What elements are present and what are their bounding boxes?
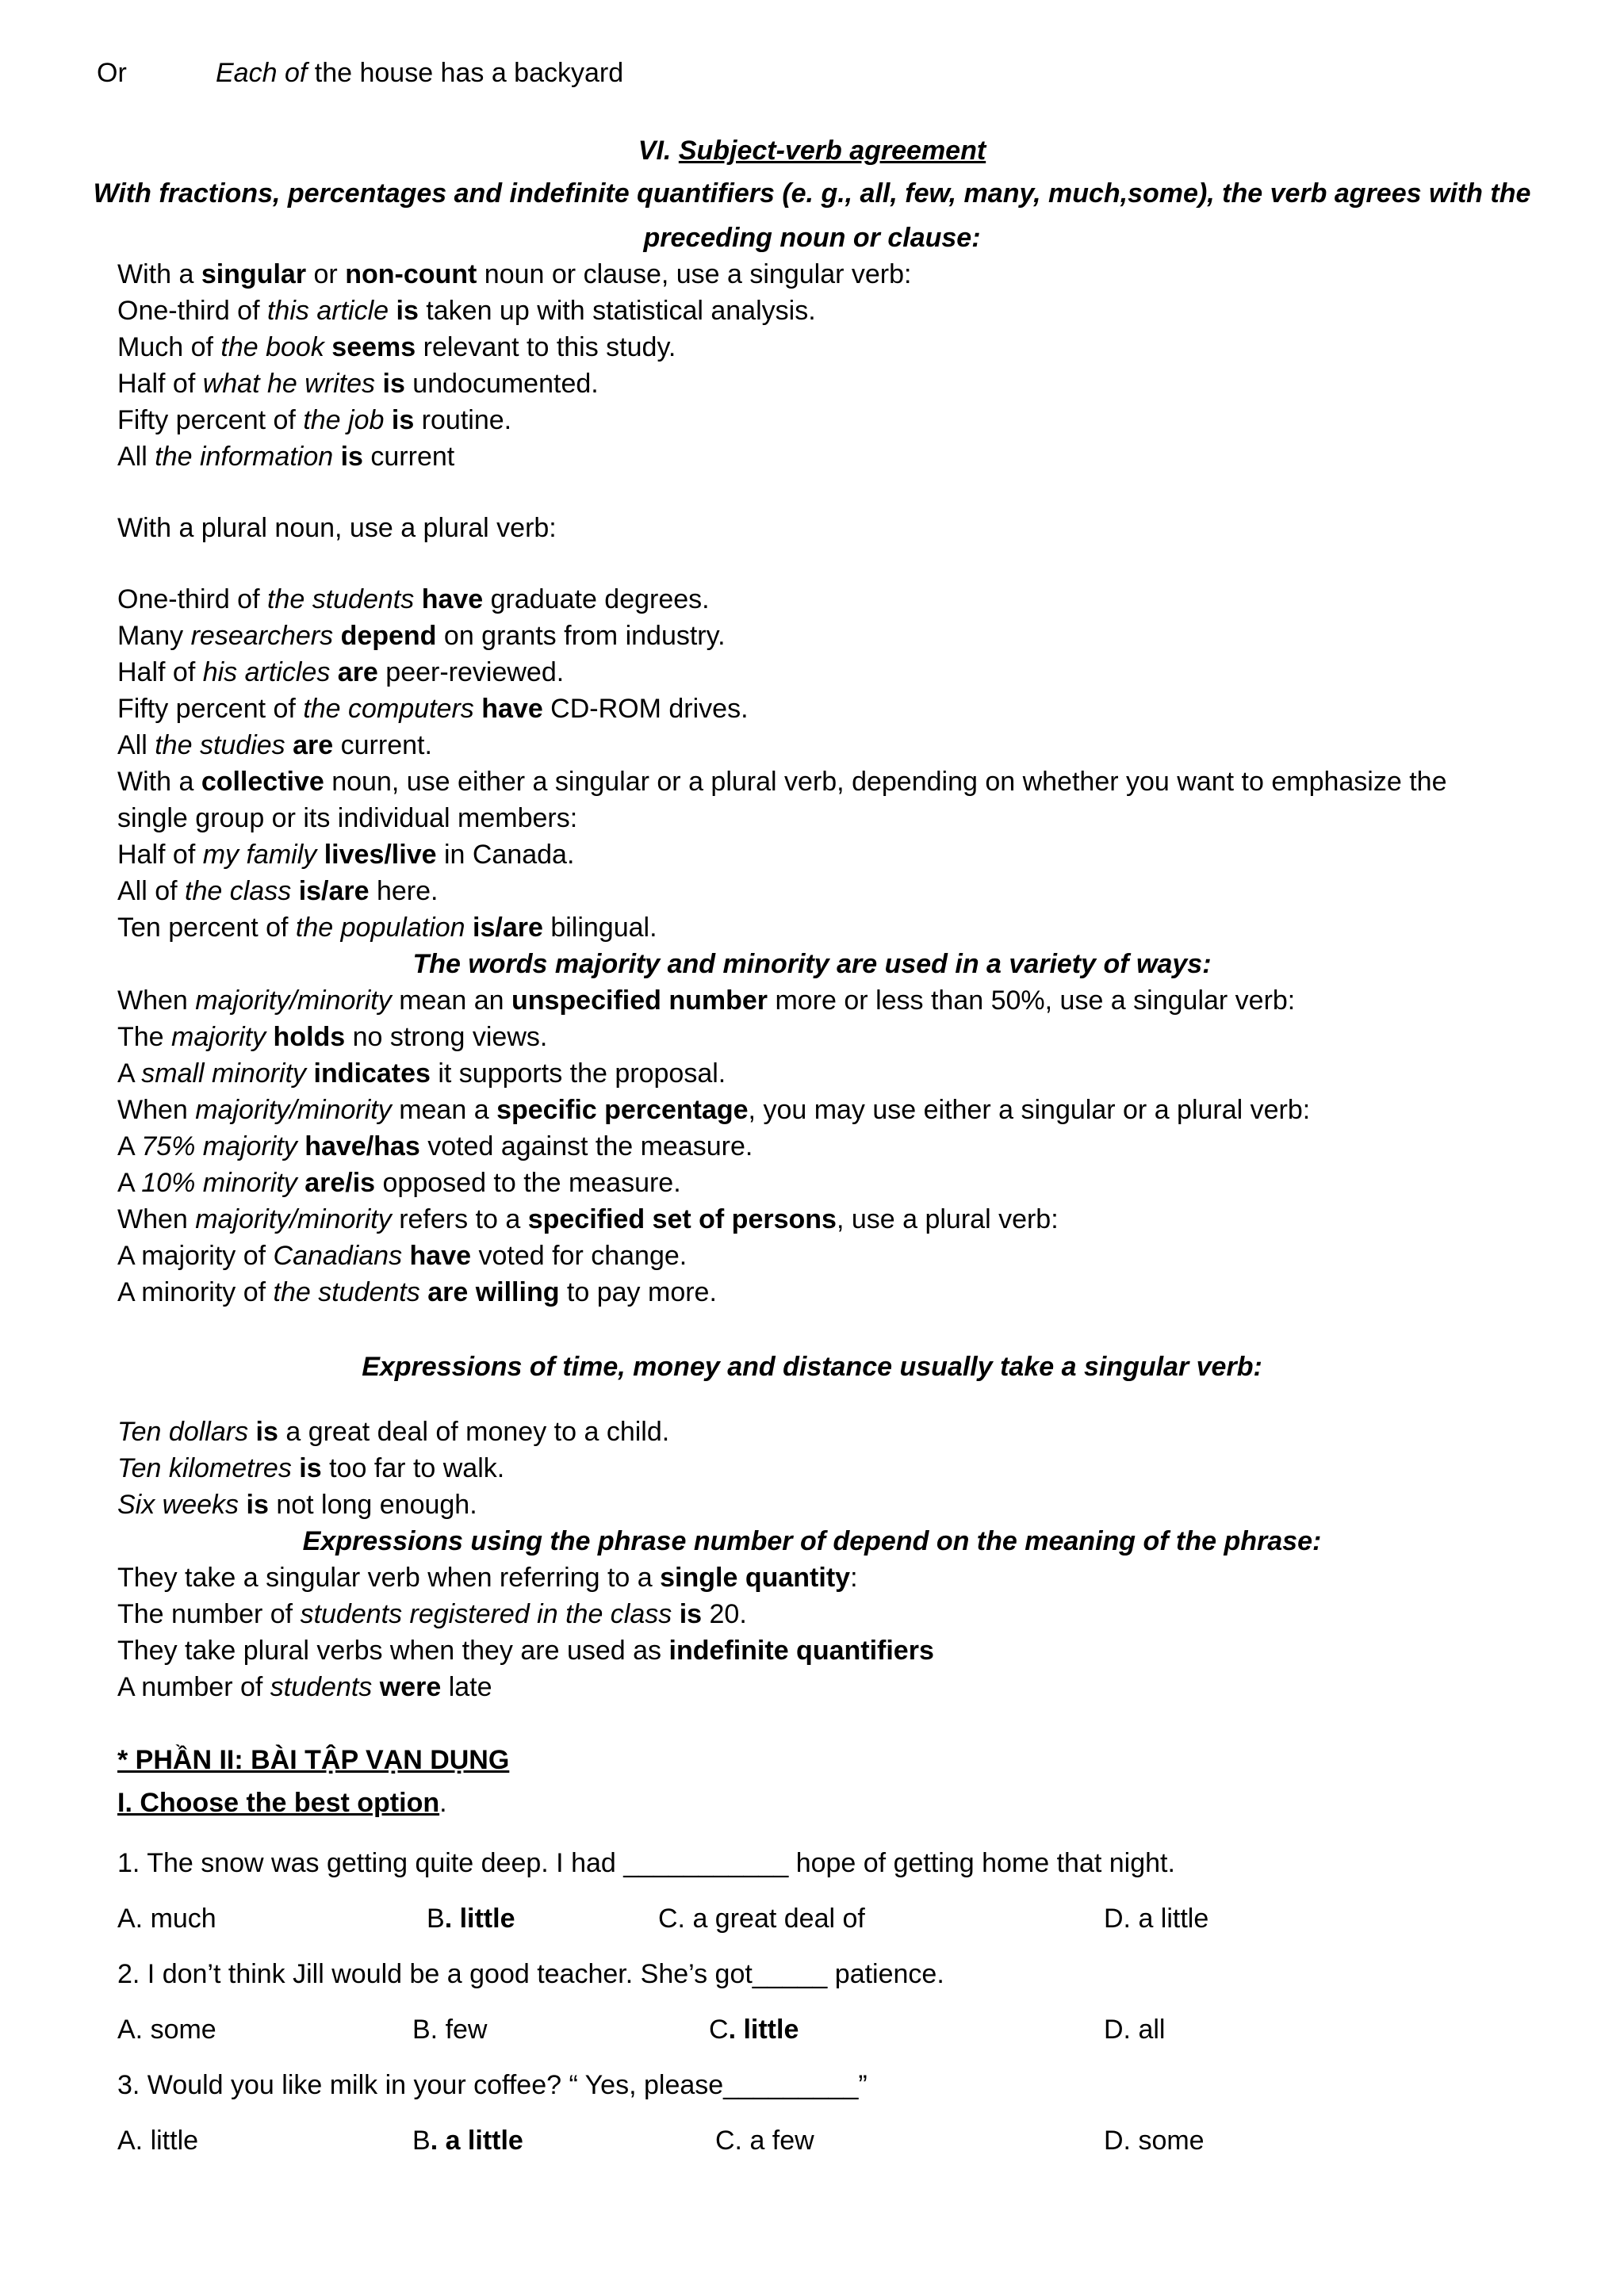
majority-example-3: A 75% majority have/has voted against the measure. [117,1131,753,1161]
collective-example-1: Half of my family lives/live in Canada. [117,840,575,870]
singular-example-4: Fifty percent of the job is routine. [117,405,512,435]
rule-line-1: With fractions, percentages and indefinite quantifiers (e. g., all, few, many, much,some), the verb agrees with the [93,178,1531,209]
q2-option-c[interactable]: C. little [709,2015,799,2045]
plural-example-4: Fifty percent of the computers have CD-ROM drives. [117,694,749,724]
time-money-example-1: Ten dollars is a great deal of money to a child. [117,1417,670,1447]
number-of-singular-intro: They take a singular verb when referring to a single quantity: [117,1563,858,1593]
majority-specific: When majority/minority mean a specific percentage, you may use either a singular or a plural verb: [117,1095,1311,1125]
rule-line-2: preceding noun or clause: [643,223,981,253]
intro-or: Or [97,58,127,88]
number-of-plural-example: A number of students were late [117,1672,492,1702]
q2-option-d[interactable]: D. all [1104,2015,1166,2045]
majority-unspecified: When majority/minority mean an unspecified number more or less than 50%, use a singular verb: [117,985,1296,1016]
q3-option-a[interactable]: A. little [117,2126,199,2156]
collective-intro-1: With a collective noun, use either a singular or a plural verb, depending on whether you want to emphasize the [117,767,1447,797]
q2-option-b[interactable]: B. few [412,2015,488,2045]
exercise-title: I. Choose the best option. [117,1788,447,1818]
singular-intro: With a singular or non-count noun or clause, use a singular verb: [117,259,912,289]
plural-intro: With a plural noun, use a plural verb: [117,513,557,543]
section-vi-number: VI. [638,136,679,166]
singular-example-5: All the information is current [117,442,455,472]
q1-option-a[interactable]: A. much [117,1904,216,1934]
q3-option-c[interactable]: C. a few [715,2126,814,2156]
section-vi-title: Subject-verb agreement [678,136,986,166]
number-of-plural-intro: They take plural verbs when they are used as indefinite quantifiers [117,1636,934,1666]
plural-example-2: Many researchers depend on grants from industry. [117,621,726,651]
question-2: 2. I don’t think Jill would be a good teacher. She’s got_____ patience. [117,1959,944,1989]
number-of-heading: Expressions using the phrase number of depend on the meaning of the phrase: [302,1526,1322,1556]
number-of-singular-example: The number of students registered in the class is 20. [117,1599,747,1629]
q1-option-c[interactable]: C. a great deal of [658,1904,865,1934]
q1-option-b[interactable]: B. little [427,1904,515,1934]
majority-heading: The words majority and minority are used in a variety of ways: [412,949,1212,979]
intro-rest: the house has a backyard [307,58,624,88]
majority-example-5: A majority of Canadians have voted for change. [117,1241,688,1271]
plural-example-1: One-third of the students have graduate degrees. [117,584,710,614]
question-1: 1. The snow was getting quite deep. I had ___________ hope of getting home that night. [117,1848,1175,1878]
q2-option-a[interactable]: A. some [117,2015,216,2045]
singular-example-2: Much of the book seems relevant to this study. [117,332,676,362]
majority-example-2: A small minority indicates it supports the proposal. [117,1058,726,1089]
intro-each-of: Each of [216,58,308,88]
majority-example-1: The majority holds no strong views. [117,1022,548,1052]
question-3: 3. Would you like milk in your coffee? “ Yes, please_________” [117,2070,868,2100]
collective-example-3: Ten percent of the population is/are bilingual. [117,913,657,943]
time-money-example-2: Ten kilometres is too far to walk. [117,1453,505,1483]
time-money-example-3: Six weeks is not long enough. [117,1490,477,1520]
majority-example-4: A 10% minority are/is opposed to the measure. [117,1168,681,1198]
majority-persons: When majority/minority refers to a specified set of persons, use a plural verb: [117,1204,1059,1234]
singular-example-3: Half of what he writes is undocumented. [117,369,599,399]
q3-option-d[interactable]: D. some [1104,2126,1205,2156]
singular-example-1: One-third of this article is taken up with statistical analysis. [117,296,816,326]
intro-sentence [216,55,623,90]
part-ii-heading: * PHẦN II: BÀI TẬP VẠN DỤNG [117,1745,510,1775]
time-money-heading: Expressions of time, money and distance usually take a singular verb: [362,1352,1262,1382]
plural-example-5: All the studies are current. [117,730,432,760]
collective-intro-2: single group or its individual members: [117,803,578,833]
collective-example-2: All of the class is/are here. [117,876,439,906]
q1-option-d[interactable]: D. a little [1104,1904,1209,1934]
majority-example-6: A minority of the students are willing to pay more. [117,1277,717,1307]
section-vi-heading [0,133,1624,168]
q3-option-b[interactable]: B. a little [412,2126,523,2156]
plural-example-3: Half of his articles are peer-reviewed. [117,657,565,687]
